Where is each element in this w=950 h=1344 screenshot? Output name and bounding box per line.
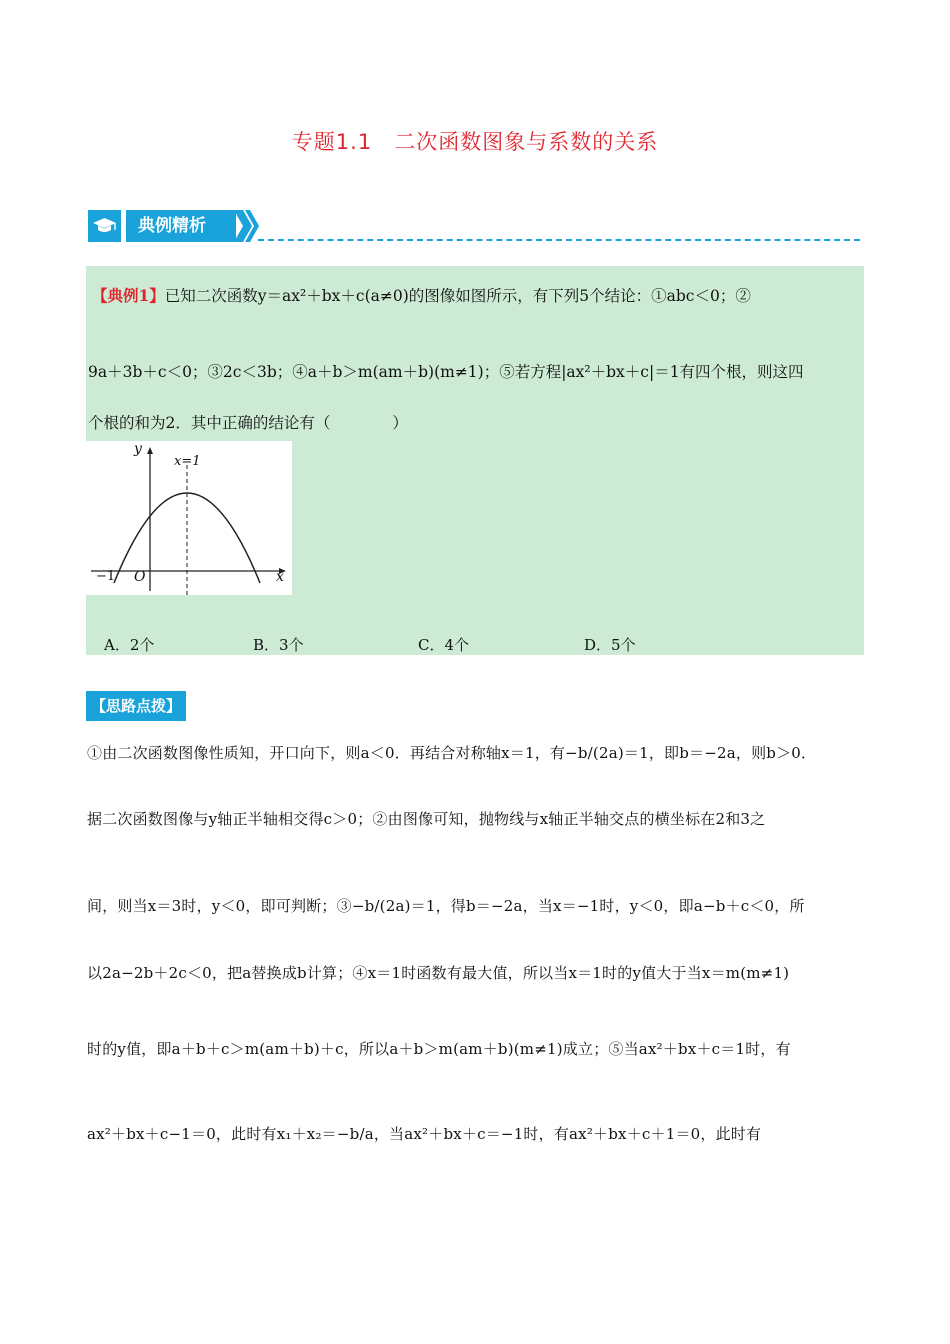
hint-line-2: 据二次函数图像与y轴正半轴相交得c＞0；②由图像可知，抛物线与x轴正半轴交点的横坐标在2和3之 <box>87 810 766 828</box>
option-c: C．4个 <box>418 636 470 654</box>
example-tag: 【典例1】 <box>92 286 165 305</box>
hint-line-5: 时的y值，即a＋b＋c＞m(am＋b)＋c，所以a＋b＞m(am＋b)(m≠1)成立；⑤当ax²＋bx＋c＝1时，有 <box>87 1040 791 1058</box>
section-heading: 典例精析 <box>126 210 236 242</box>
origin-label: O <box>134 569 146 585</box>
example-line-2: 9a＋3b＋c＜0；③2c＜3b；④a＋b＞m(am＋b)(m≠1)；⑤若方程|ax²＋bx＋c|＝1有四个根，则这四 <box>88 363 804 381</box>
hint-label: 【思路点拨】 <box>86 691 186 721</box>
hint-line-1: ①由二次函数图像性质知，开口向下，则a＜0．再结合对称轴x＝1，有−b/(2a)＝1，即b＝−2a，则b＞0． <box>87 744 817 762</box>
chevron-right-icon <box>234 210 260 242</box>
tick-label: −1 <box>96 569 116 584</box>
hint-line-4: 以2a−2b＋2c＜0，把a替换成b计算；④x＝1时函数有最大值，所以当x＝1时的y值大于当x＝m(m≠1) <box>87 964 790 982</box>
option-d: D．5个 <box>584 636 636 654</box>
symmetry-axis-label: x=1 <box>174 454 201 469</box>
option-b: B．3个 <box>253 636 304 654</box>
option-a: A．2个 <box>104 636 155 654</box>
hint-line-6: ax²＋bx＋c−1＝0，此时有x₁＋x₂＝−b/a，当ax²＋bx＋c＝−1时，有ax²＋bx＋c＋1＝0，此时有 <box>87 1125 762 1143</box>
graduation-cap-icon <box>88 210 121 242</box>
section-divider <box>258 239 860 241</box>
y-axis-label: y <box>134 441 142 457</box>
hint-line-3: 间，则当x＝3时，y＜0，即可判断；③−b/(2a)＝1，得b＝−2a，当x＝−1时，y＜0，即a−b＋c＜0，所 <box>87 897 805 915</box>
example-line-1 <box>92 284 751 306</box>
example-line-3: 个根的和为2．其中正确的结论有（ ） <box>88 414 408 432</box>
example-text-1: 已知二次函数y＝ax²＋bx＋c(a≠0)的图像如图所示，有下列5个结论：①abc＜0；② <box>164 287 751 305</box>
page-title: 专题1.1 二次函数图象与系数的关系 <box>291 130 659 154</box>
x-axis-label: x <box>276 569 284 585</box>
parabola-figure <box>86 441 292 595</box>
